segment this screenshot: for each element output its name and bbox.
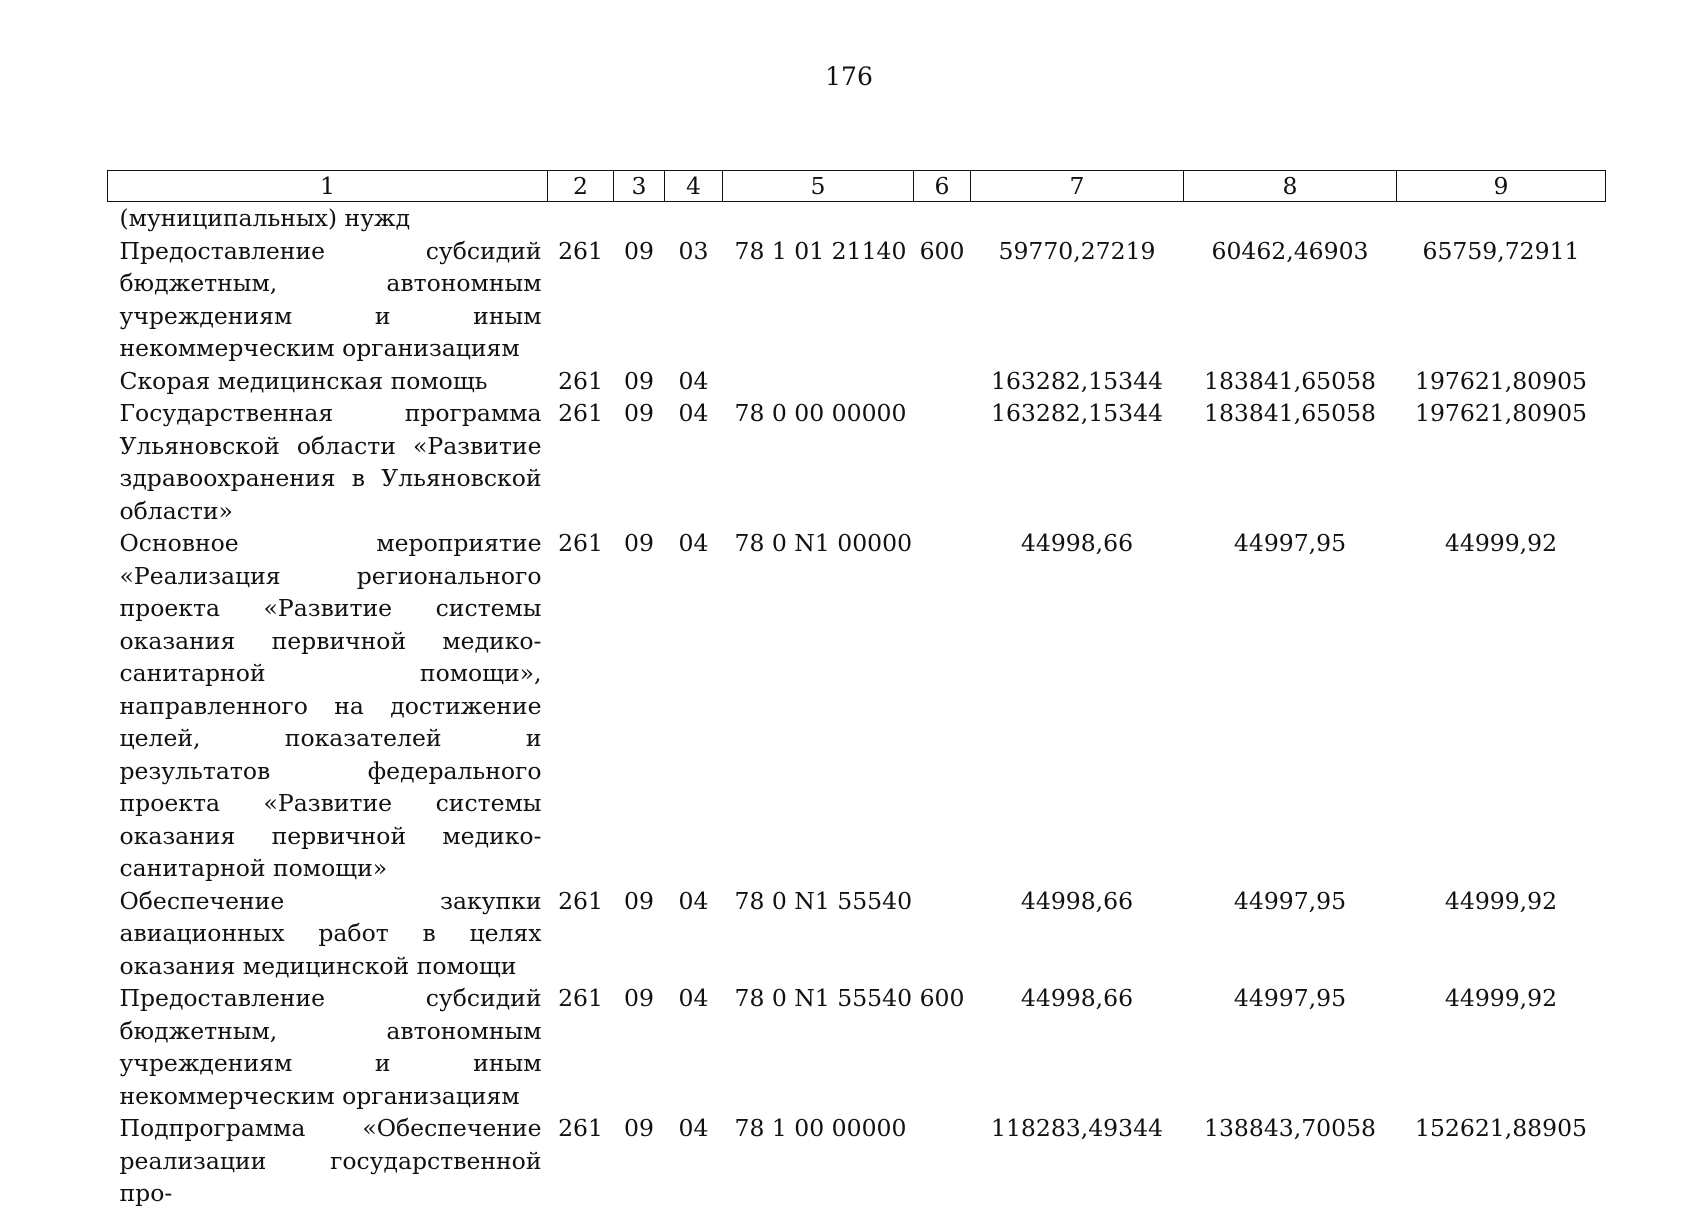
cell-subsection: 04: [678, 984, 709, 1012]
cell-amount-8: 44997,95: [1233, 984, 1347, 1012]
cell-expense-type: 600: [919, 984, 965, 1012]
table-row: [108, 982, 1606, 1112]
cell-amount-8: 138843,70058: [1204, 1114, 1376, 1142]
cell-amount-7: 163282,15344: [991, 399, 1163, 427]
row-name: Основное мероприятие «Реализация регионального проекта «Развитие системы оказания первичной медико-санитарной помощи», направленного на достижение целей, показателей и результатов федерального проекта «Развитие системы оказания первичной медико-санитарной помощи»: [119, 529, 542, 882]
cell-amount-9: 44999,92: [1444, 529, 1558, 557]
cell-amount-8: 60462,46903: [1211, 236, 1369, 265]
row-name: Обеспечение закупки авиационных работ в целях оказания медицинской помощи: [119, 886, 542, 980]
table-row: [108, 397, 1606, 527]
table-row: [108, 885, 1606, 983]
cell-subsection: 04: [678, 529, 709, 557]
cell-target-code: 78 0 N1 55540: [734, 984, 913, 1012]
cell-amount-8: 44997,95: [1233, 886, 1347, 915]
cell-section: 09: [624, 529, 654, 557]
cell-target-code: 78 0 00 00000: [734, 399, 907, 427]
cell-subsection: 03: [678, 236, 709, 265]
cell-expense-type: [914, 365, 971, 398]
header-row: [108, 171, 1606, 202]
cell-target-code: 78 0 N1 55540: [734, 886, 913, 915]
table-row: [108, 1112, 1606, 1210]
cell-amount-9: 152621,88905: [1415, 1114, 1587, 1142]
cell-target-code: 78 1 00 00000: [734, 1114, 907, 1142]
table-row: [108, 365, 1606, 398]
cell-subsection: [665, 202, 723, 235]
row-name: Скорая медицинская помощь: [119, 366, 488, 395]
cell-admin: 261: [558, 366, 603, 395]
cell-section: [614, 202, 665, 235]
table-row: [108, 202, 1606, 235]
cell-expense-type: 600: [919, 236, 965, 265]
cell-admin: 261: [558, 886, 603, 915]
cell-admin: 261: [558, 399, 603, 427]
budget-table: [107, 170, 1606, 1210]
cell-expense-type: [914, 885, 971, 983]
column-header: 5: [723, 171, 914, 202]
cell-admin: 261: [558, 1114, 603, 1142]
cell-admin: 261: [558, 984, 603, 1012]
cell-amount-8: 44997,95: [1233, 529, 1347, 557]
cell-subsection: 04: [678, 886, 709, 915]
cell-section: 09: [624, 984, 654, 1012]
row-name: Предоставление субсидий бюджетным, автономным учреждениям и иным некоммерческим организациям: [119, 236, 542, 362]
cell-amount-7: 163282,15344: [991, 366, 1163, 395]
cell-section: 09: [624, 236, 654, 265]
cell-amount-9: 197621,80905: [1415, 399, 1587, 427]
cell-amount-8: 183841,65058: [1204, 366, 1376, 395]
cell-subsection: 04: [678, 399, 709, 427]
column-header: 8: [1184, 171, 1397, 202]
column-header: 7: [971, 171, 1184, 202]
row-name: Подпрограмма «Обеспечение реализации государственной про-: [119, 1114, 542, 1207]
cell-admin: 261: [558, 236, 603, 265]
cell-expense-type: [914, 397, 971, 527]
cell-expense-type: [914, 1112, 971, 1210]
cell-amount-8: [1184, 202, 1397, 235]
cell-amount-7: 44998,66: [1020, 886, 1134, 915]
cell-amount-9: 65759,72911: [1422, 236, 1580, 265]
cell-admin: [548, 202, 614, 235]
column-header: 4: [665, 171, 723, 202]
row-name: Предоставление субсидий бюджетным, автономным учреждениям и иным некоммерческим организациям: [119, 984, 542, 1110]
cell-expense-type: [914, 527, 971, 885]
cell-target-code: 78 0 N1 00000: [734, 529, 913, 557]
column-header: 3: [614, 171, 665, 202]
column-header: 1: [108, 171, 548, 202]
row-name: (муниципальных) нужд: [119, 204, 411, 232]
page-number: 176: [825, 62, 873, 91]
cell-amount-7: 44998,66: [1020, 984, 1134, 1012]
column-header: 9: [1397, 171, 1606, 202]
cell-amount-7: [971, 202, 1184, 235]
cell-target-code: 78 1 01 21140: [734, 236, 907, 265]
column-header: 6: [914, 171, 971, 202]
cell-amount-9: 44999,92: [1444, 984, 1558, 1012]
cell-amount-7: 44998,66: [1020, 529, 1134, 557]
cell-section: 09: [624, 399, 654, 427]
cell-section: 09: [624, 366, 654, 395]
cell-amount-7: 118283,49344: [991, 1114, 1163, 1142]
cell-admin: 261: [558, 529, 603, 557]
cell-section: 09: [624, 886, 654, 915]
cell-target-code: [723, 202, 914, 235]
column-header: 2: [548, 171, 614, 202]
table-row: [108, 527, 1606, 885]
table-row: [108, 235, 1606, 365]
cell-subsection: 04: [678, 366, 709, 395]
cell-subsection: 04: [678, 1114, 709, 1142]
cell-amount-9: 197621,80905: [1415, 366, 1587, 395]
cell-amount-9: 44999,92: [1444, 886, 1558, 915]
cell-amount-8: 183841,65058: [1204, 399, 1376, 427]
row-name: Государственная программа Ульяновской области «Развитие здравоохранения в Ульяновской области»: [119, 399, 542, 525]
cell-amount-7: 59770,27219: [998, 236, 1156, 265]
cell-amount-9: [1397, 202, 1606, 235]
cell-expense-type: [914, 202, 971, 235]
cell-target-code: [723, 365, 914, 398]
cell-section: 09: [624, 1114, 654, 1142]
